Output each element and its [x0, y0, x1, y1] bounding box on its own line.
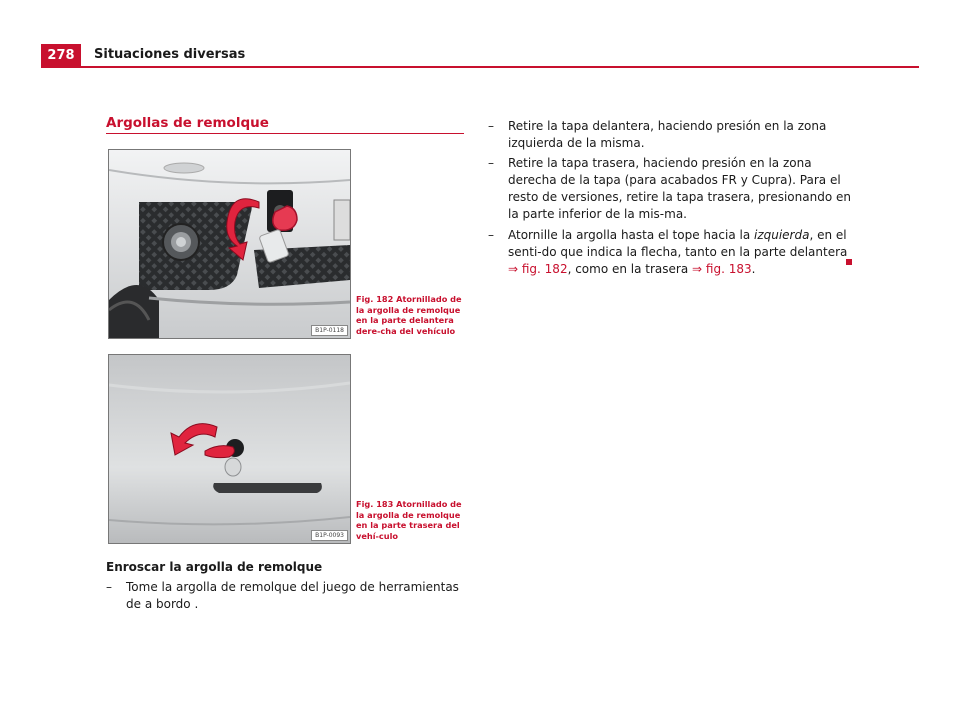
bullet-text: Tome la argolla de remolque del juego de herramientas de a bordo .	[126, 580, 459, 611]
list-item	[488, 227, 858, 278]
header-rule	[41, 66, 919, 68]
section-rule	[106, 133, 464, 134]
bullet-dash: –	[488, 119, 494, 133]
bullet-text-mid: , en el senti-do que indica la flecha, tanto en la parte delantera	[508, 228, 848, 259]
figure-182-caption: Fig. 182 Atornillado de la argolla de remolque en la parte delantera dere-cha del vehículo	[356, 294, 462, 336]
bullet-text: Retire la tapa trasera, haciendo presión en la zona derecha de la tapa (para acabados FR y Cupra). Para el resto de versiones, retire la tapa trasera, presionando en la parte inferior de la mis-ma.	[508, 156, 851, 221]
list-item	[106, 579, 466, 613]
bullet-text: Retire la tapa delantera, haciendo presión en la zona izquierda de la misma.	[508, 119, 827, 150]
figure-182-front-bumper	[108, 149, 351, 339]
bullet-text-end: .	[751, 262, 756, 276]
rear-bumper-illustration	[109, 355, 350, 543]
figure-182-link[interactable]: ⇒ fig. 182	[508, 262, 568, 276]
figure-code: B1P-0118	[311, 325, 348, 336]
bullet-text-mid2: , como en la trasera	[567, 262, 693, 276]
figure-code: B1P-0093	[311, 530, 348, 541]
list-item	[488, 118, 858, 152]
subheading: Enroscar la argolla de remolque	[106, 560, 323, 574]
bullet-dash: –	[106, 580, 112, 594]
figure-183-link[interactable]: ⇒ fig. 183	[692, 262, 752, 276]
section-end-marker	[846, 259, 852, 265]
figure-183-caption: Fig. 183 Atornillado de la argolla de remolque en la parte trasera del vehí-culo	[356, 499, 462, 541]
bullet-emphasis: izquierda	[753, 228, 810, 242]
front-bumper-illustration	[109, 150, 350, 338]
page-number: 278	[41, 44, 81, 67]
bullet-dash: –	[488, 228, 494, 242]
running-title: Situaciones diversas	[94, 47, 246, 62]
bullet-dash: –	[488, 156, 494, 170]
list-item	[488, 155, 858, 223]
figure-183-rear-bumper	[108, 354, 351, 544]
bullet-text-start: Atornille la argolla hasta el tope hacia la	[508, 228, 754, 242]
section-title: Argollas de remolque	[106, 115, 269, 131]
